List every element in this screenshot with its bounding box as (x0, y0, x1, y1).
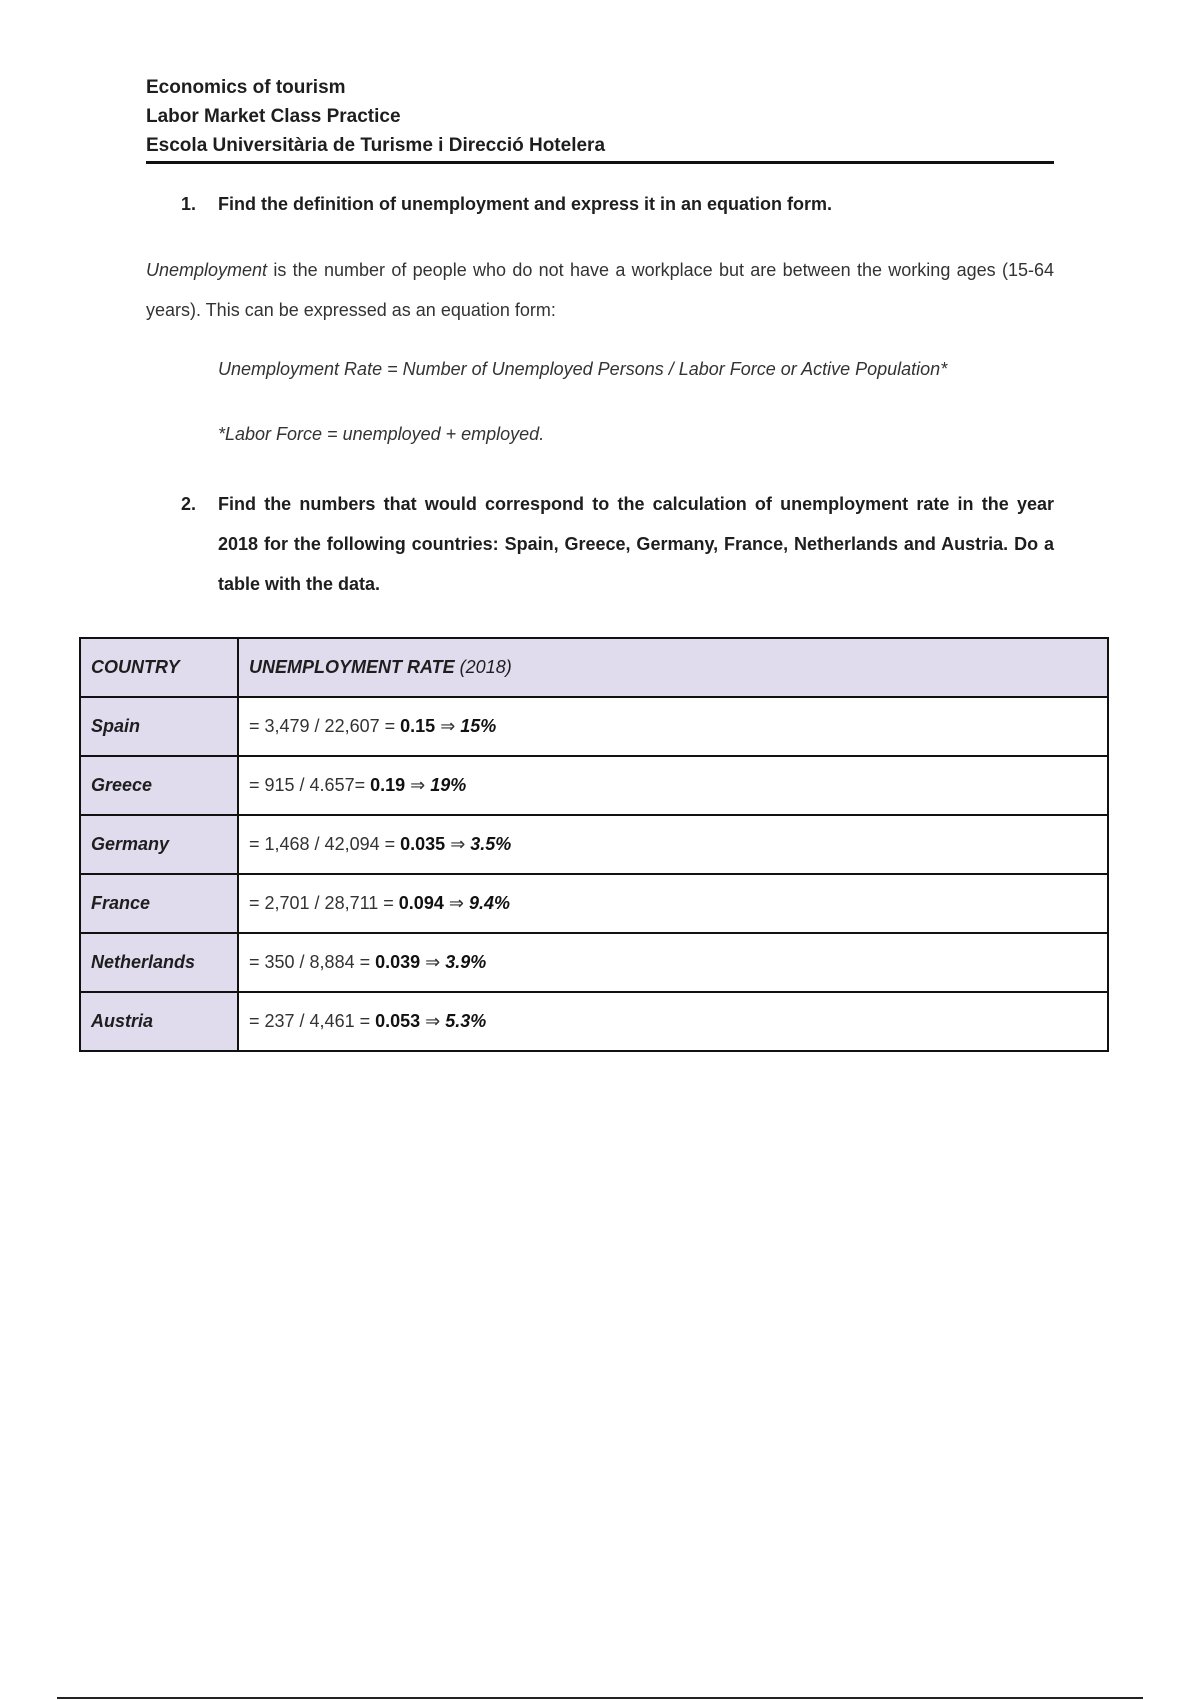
answer-1-term: Unemployment (146, 260, 268, 280)
rate-cell (238, 874, 1108, 933)
document-header (146, 73, 1054, 164)
table-row (80, 874, 1108, 933)
rate-decimal: 0.19 (370, 775, 406, 795)
rate-decimal: 0.15 (400, 716, 436, 736)
rate-calculation: = 915 / 4.657= (249, 775, 371, 795)
rate-percent: 3.9% (445, 952, 487, 972)
header-rate-label: UNEMPLOYMENT RATE (249, 657, 455, 677)
header-country: COUNTRY (80, 638, 238, 697)
rate-cell (238, 992, 1108, 1051)
rate-decimal: 0.035 (400, 834, 446, 854)
table-row (80, 697, 1108, 756)
rate-decimal: 0.039 (375, 952, 421, 972)
rate-calculation: = 1,468 / 42,094 = (249, 834, 401, 854)
rate-calculation: = 2,701 / 28,711 = (249, 893, 399, 913)
question-2-number: 2. (181, 494, 197, 514)
rate-cell (238, 933, 1108, 992)
question-1-number: 1. (181, 194, 197, 214)
arrow-icon: ⇒ (445, 834, 471, 854)
question-1 (181, 184, 1054, 224)
unemployment-formula: Unemployment Rate = Number of Unemployed Persons / Labor Force or Active Population* (218, 359, 948, 379)
country-cell: Greece (80, 756, 238, 815)
arrow-icon: ⇒ (420, 1011, 446, 1031)
rate-calculation: = 3,479 / 22,607 = (249, 716, 401, 736)
practice-title: Labor Market Class Practice (146, 106, 401, 127)
rate-decimal: 0.094 (398, 893, 444, 913)
rate-decimal: 0.053 (375, 1011, 421, 1031)
school-name: Escola Universitària de Turisme i Direcció Hotelera (146, 135, 606, 156)
rate-cell (238, 756, 1108, 815)
arrow-icon: ⇒ (443, 893, 469, 913)
rate-percent: 19% (430, 775, 467, 795)
question-1-text: Find the definition of unemployment and express it in an equation form. (218, 194, 833, 214)
arrow-icon: ⇒ (435, 716, 461, 736)
header-rate (238, 638, 1108, 697)
country-cell: Austria (80, 992, 238, 1051)
arrow-icon: ⇒ (405, 775, 431, 795)
footer-divider (57, 1697, 1143, 1699)
table-row (80, 933, 1108, 992)
country-cell: Germany (80, 815, 238, 874)
country-cell: France (80, 874, 238, 933)
rate-percent: 5.3% (445, 1011, 487, 1031)
arrow-icon: ⇒ (420, 952, 446, 972)
rate-cell (238, 697, 1108, 756)
course-title: Economics of tourism (146, 77, 346, 98)
answer-1-paragraph (146, 250, 1054, 330)
rate-percent: 15% (460, 716, 497, 736)
question-2 (181, 484, 1054, 604)
header-rate-year: (2018) (454, 657, 512, 677)
table-row (80, 815, 1108, 874)
unemployment-table (79, 637, 1109, 1052)
question-2-text: Find the numbers that would correspond to the calculation of unemployment rate in the year 2018 for the following countries: Spain, Greece, Germany, France, Netherlands and Austria. Do a table with the data. (218, 494, 1054, 594)
rate-percent: 3.5% (470, 834, 512, 854)
rate-percent: 9.4% (468, 893, 510, 913)
table-row (80, 756, 1108, 815)
answer-1-body: is the number of people who do not have a workplace but are between the working ages (15-64 years). This can be expressed as an equation form: (146, 260, 1054, 320)
country-cell: Spain (80, 697, 238, 756)
country-cell: Netherlands (80, 933, 238, 992)
rate-cell (238, 815, 1108, 874)
table-header-row (80, 638, 1108, 697)
table-row (80, 992, 1108, 1051)
labor-force-footnote: *Labor Force = unemployed + employed. (218, 424, 545, 444)
rate-calculation: = 350 / 8,884 = (249, 952, 376, 972)
rate-calculation: = 237 / 4,461 = (249, 1011, 376, 1031)
